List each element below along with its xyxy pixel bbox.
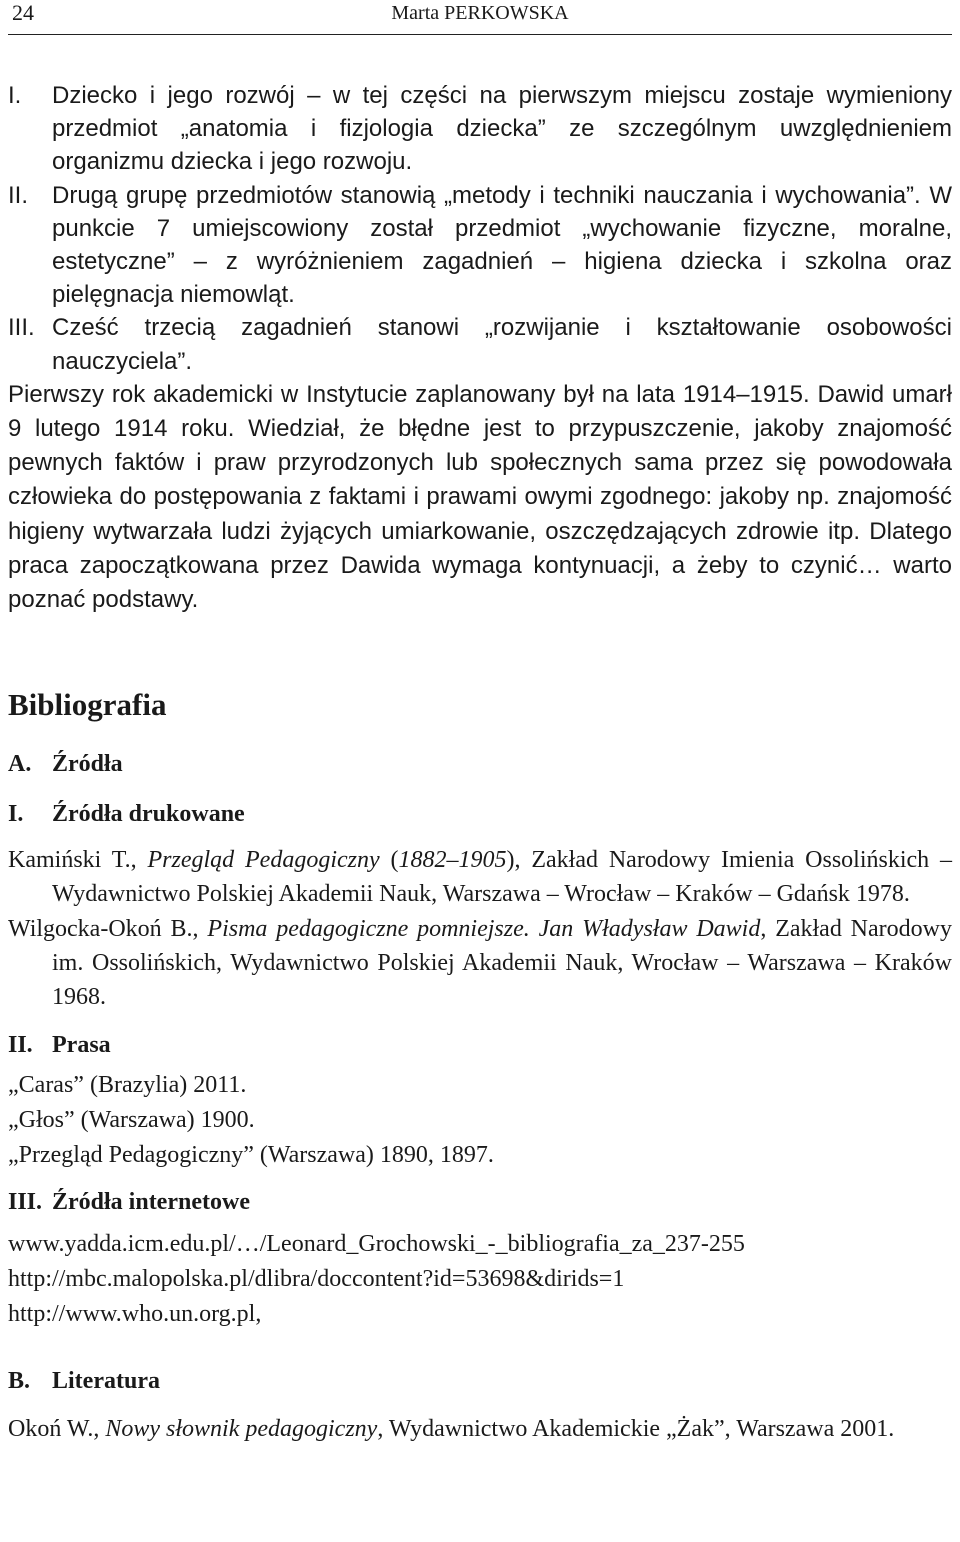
list-item-text: Dziecko i jego rozwój – w tej części na pierwszym miejscu zostaje wymieniony przedmiot „anatomia i fizjologia dziecka” ze szczególnym uwzględnieniem organizmu dziecka i jego rozwoju. [52, 82, 952, 176]
page-number: 24 [12, 0, 34, 25]
list-item: „Głos” (Warszawa) 1900. [8, 1107, 255, 1134]
list-item: www.yadda.icm.edu.pl/…/Leonard_Grochowski_-_bibliografia_za_237-255 [8, 1231, 745, 1258]
list-item [8, 311, 952, 377]
internet-list [8, 1227, 952, 1332]
bibliography-entry: Kamiński T., Przegląd Pedagogiczny (1882–1905), Zakład Narodowy Imienia Ossolińskich – Wydawnictwo Polskiej Akademii Nauk, Warszawa – Wrocław – Kraków – Gdańsk 1978. [8, 847, 953, 908]
list-item-number: II. [8, 181, 29, 209]
press-list [8, 1068, 952, 1173]
internet-sources-heading: III. Źródła internetowe [8, 1189, 250, 1216]
bibliography-entry: Wilgocka-Okoń B., Pisma pedagogiczne pomniejsze. Jan Władysław Dawid, Zakład Narodowy im. Ossolińskich, Wydawnictwo Polskiej Akademii Nauk, Wrocław – Warszawa – Kraków 1968. [8, 916, 952, 1011]
printed-sources-heading: I. Źródła drukowane [8, 801, 245, 828]
press-heading: II. Prasa [8, 1032, 111, 1059]
bibliography-entry: Okoń W., Nowy słownik pedagogiczny, Wydawnictwo Akademickie „Żak”, Warszawa 2001. [8, 1416, 895, 1443]
list-item-text: Cześć trzecią zagadnień stanowi „rozwijanie i kształtowanie osobowości nauczyciela”. [52, 314, 952, 375]
list-item: „Przegląd Pedagogiczny” (Warszawa) 1890, 1897. [8, 1142, 494, 1169]
list-item-number: I. [8, 82, 22, 109]
list-item: http://mbc.malopolska.pl/dlibra/doccontent?id=53698&dirids=1 [8, 1266, 625, 1293]
literature-heading: B. Literatura [8, 1368, 160, 1395]
list-item [8, 79, 952, 179]
running-head-author: Marta PERKOWSKA [391, 2, 569, 24]
list-item-number: III. [8, 314, 35, 342]
curriculum-list [8, 79, 952, 378]
list-item [8, 179, 952, 312]
sources-heading: A. Źródła [8, 751, 123, 778]
list-item: http://www.who.un.org.pl, [8, 1301, 262, 1328]
list-item: „Caras” (Brazylia) 2011. [8, 1072, 247, 1099]
list-item-text: Drugą grupę przedmiotów stanowią „metody i techniki nauczania i wychowania”. W punkcie 7 umiejscowiony został przedmiot „wychowanie fizyczne, moralne, estetyczne” – z wyróżnieniem zagadnień – higiena dziecka i szkolna oraz pielęgnacja niemowląt. [52, 181, 952, 309]
running-header [8, 0, 952, 35]
bibliography-heading: Bibliografia [8, 687, 167, 723]
body-paragraph: Pierwszy rok akademicki w Instytucie zaplanowany był na lata 1914–1915. Dawid umarł 9 lutego 1914 roku. Wiedział, że błędne jest to przypuszczenie, jakoby znajomość pewnych faktów i praw przyrodzonych lub społecznych sama przez się powodowała człowieka do postępowania z faktami i prawami owymi zgodnego: jakoby np. znajomość higieny wytwarzała ludzi żyjących umiarkowanie, oszczędzających zdrowie itp. Dlatego praca zapoczątkowana przez Dawida wymaga kontynuacji, a żeby to czynić… warto poznać podstawy. [8, 380, 952, 614]
